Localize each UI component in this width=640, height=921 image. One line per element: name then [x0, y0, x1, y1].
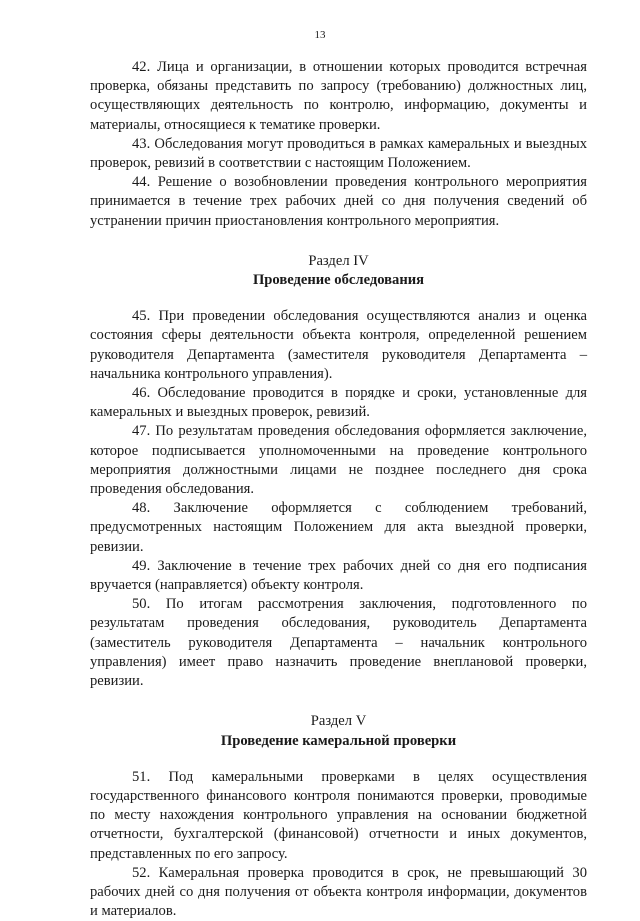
section-v-label: Раздел V [310, 713, 367, 730]
paragraph-42: 42. Лица и организации, в отношении которых проводится встречная проверка, обязаны представить по запросу (требованию) должностных лиц, осуществляющих деятельность по контролю, информацию, документы и материалы, относящиеся к тематике проверки. [90, 59, 587, 133]
paragraph-52: 52. Камеральная проверка проводится в срок, не превышающий 30 рабочих дней со дня получения от объекта контроля информации, документов и материалов. [90, 864, 587, 920]
section-v-title: Проведение камеральной проверки [220, 732, 457, 749]
page-number: 13 [314, 29, 326, 41]
paragraph-50: 50. По итогам рассмотрения заключения, подготовленного по результатам проведения обследования, руководитель Департамента (заместитель руководителя Департамента – начальник контрольного управления) имеет право назначить проведение внеплановой проверки, ревизии. [90, 596, 587, 690]
document-body [90, 58, 587, 921]
paragraph-46: 46. Обследование проводится в порядке и сроки, установленные для камеральных и выездных проверок, ревизий. [90, 385, 587, 421]
paragraph-44: 44. Решение о возобновлении проведения контрольного мероприятия принимается в течение трех рабочих дней со дня получения сведений об устранении причин приостановления контрольного мероприятия. [90, 174, 587, 229]
paragraph-48: 48. Заключение оформляется с соблюдением требований, предусмотренных настоящим Положением для акта выездной проверки, ревизии. [90, 500, 587, 555]
section-iv-title: Проведение обследования [252, 272, 425, 289]
paragraph-51: 51. Под камеральными проверками в целях осуществления государственного финансового контроля понимаются проверки, проводимые по месту нахождения контрольного управления на основании бюджетной отчетности, бухгалтерской (финансовой) отчетности и иных документов, представленных по его запросу. [90, 768, 587, 862]
spacer [90, 290, 587, 307]
paragraph-49: 49. Заключение в течение трех рабочих дней со дня его подписания вручается (направляется) объекту контроля. [90, 557, 587, 594]
paragraph-47: 47. По результатам проведения обследования оформляется заключение, которое подписывается уполномоченными на проведение контрольного мероприятия должностными лицами не позднее последнего дня срока проведения обследования. [90, 423, 587, 498]
spacer [90, 231, 587, 252]
spacer [90, 751, 587, 768]
section-iv-label: Раздел IV [308, 252, 369, 269]
spacer [90, 691, 587, 712]
paragraph-43: 43. Обследования могут проводиться в рамках камеральных и выездных проверок, ревизий в соответствии с настоящим Положением. [90, 135, 587, 172]
paragraph-45: 45. При проведении обследования осуществляются анализ и оценка состояния сферы деятельности объекта контроля, определенной решением руководителя Департамента (заместителя руководителя Департамента – начальника контрольного управления). [90, 308, 587, 382]
